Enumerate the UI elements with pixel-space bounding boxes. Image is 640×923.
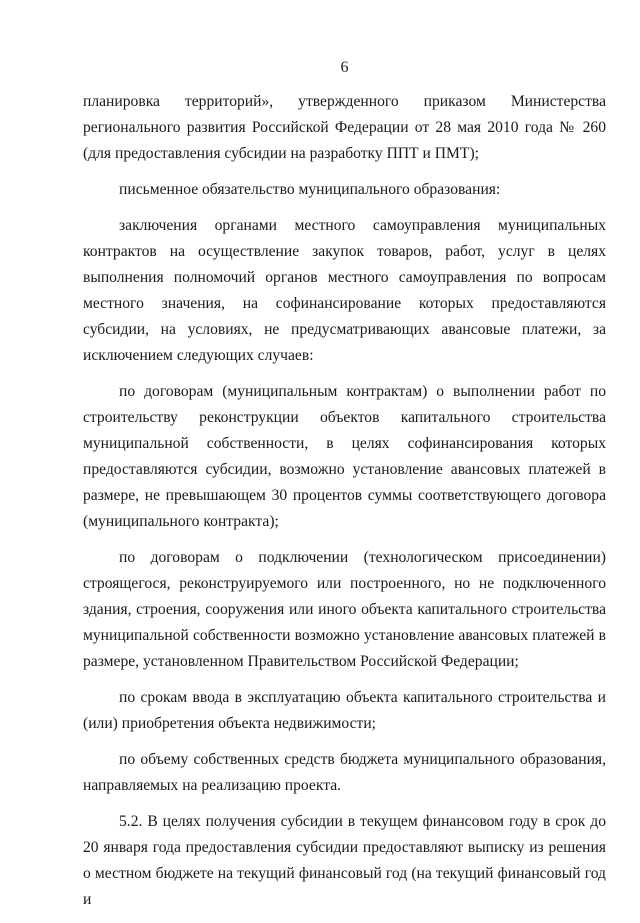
document-body xyxy=(83,89,606,923)
paragraph-own-funds: по объему собственных средств бюджета муниципального образования, направляемых на реализацию проекта. xyxy=(83,751,606,794)
paragraph-continuation: планировка территорий», утвержденного приказом Министерства регионального развития Российской Федерации от 28 мая 2010 года № 260 (для предоставления субсидии на разработку ППТ и ПМТ); xyxy=(83,93,606,162)
page-number: 6 xyxy=(340,59,349,76)
paragraph-written-obligation: письменное обязательство муниципального образования: xyxy=(119,181,501,198)
paragraph-commissioning-terms: по срокам ввода в эксплуатацию объекта капитального строительства и (или) приобретения объекта недвижимости; xyxy=(83,689,606,732)
paragraph-connection-contracts: по договорам о подключении (технологическом присоединении) строящегося, реконструируемого или построенного, но не подключенного здания, строения, сооружения или иного объекта капитального строительства муниципальной собственности возможно установление авансовых платежей в размере, установленном Правительством Российской Федерации; xyxy=(83,549,606,670)
paragraph-section-5-2: 5.2. В целях получения субсидии в текущем финансовом году в срок до 20 января года предоставления субсидии предоставляют выписку из решения о местном бюджете на текущий финансовый год (на текущий финансовый год и xyxy=(83,813,606,908)
paragraph-construction-contracts: по договорам (муниципальным контрактам) о выполнении работ по строительству реконструкции объектов капитального строительства муниципальной собственности, в целях софинансирования которых предоставляются субсидии, возможно установление авансовых платежей в размере, не превышающем 30 процентов суммы соответствующего договора (муниципального контракта); xyxy=(83,383,606,530)
paragraph-contract-conclusion: заключения органами местного самоуправления муниципальных контрактов на осуществление закупок товаров, работ, услуг в целях выполнения полномочий органов местного самоуправления по вопросам местного значения, на софинансирование которых предоставляются субсидии, на условиях, не предусматривающих авансовые платежи, за исключением следующих случаев: xyxy=(83,217,606,364)
